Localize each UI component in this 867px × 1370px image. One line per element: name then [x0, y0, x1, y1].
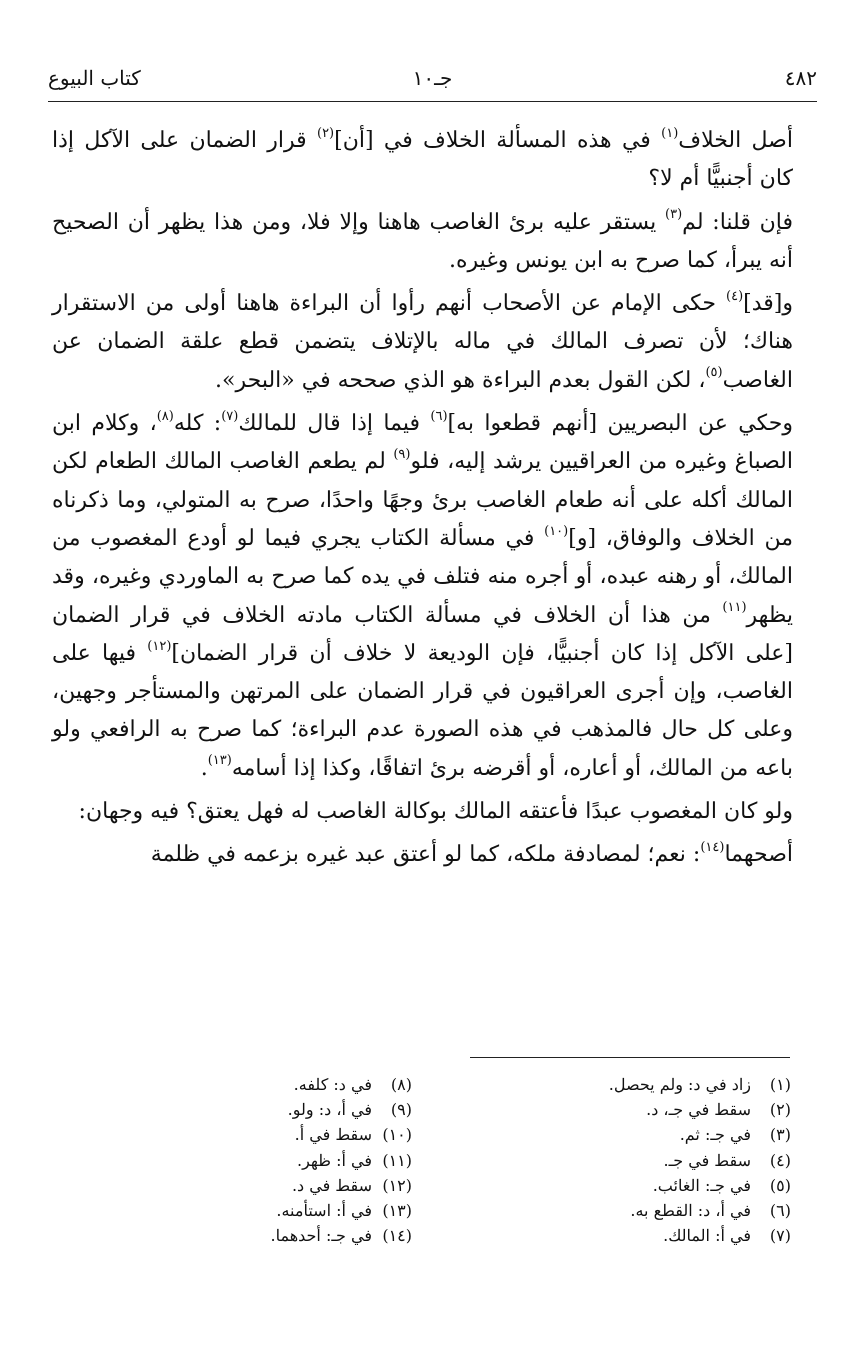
- running-header: [48, 62, 817, 96]
- footnote-marker: (١١): [722, 600, 747, 616]
- footnote: [152, 1097, 412, 1122]
- footnote-text: في جـ: ثم.: [679, 1125, 751, 1145]
- text-segment: أصل الخلاف: [678, 128, 793, 153]
- footnote: [491, 1122, 791, 1147]
- footnote-text: زاد في د: ولم يحصل.: [608, 1075, 751, 1094]
- footnote-number: (٥): [769, 1175, 791, 1195]
- footnote-marker: (١): [661, 125, 679, 141]
- footnote-number: (٩): [390, 1100, 412, 1120]
- text-segment: ولو كان المغصوب عبدًا فأعتقه المالك بوكالة الغاصب له فهل يعتق؟ فيه وجهان:: [78, 799, 793, 825]
- footnote-text: في أ: ظهر.: [296, 1150, 372, 1170]
- footnote-number: (١٤): [382, 1226, 412, 1246]
- page-number: ٤٨٢: [784, 66, 817, 90]
- paragraph: [52, 122, 793, 199]
- footnote-text: في أ، د: ولو.: [287, 1100, 372, 1120]
- footnote-number: (١): [769, 1075, 791, 1094]
- paragraph: [52, 204, 793, 281]
- footnote: [491, 1072, 791, 1097]
- footnote: [491, 1173, 791, 1198]
- footnote: [152, 1173, 412, 1198]
- footnote-marker: (١٠): [544, 523, 569, 539]
- text-segment: في مسألة الكتاب يجري فيما لو أودع المغصوب من المالك، أو رهنه عبده، أو أجره منه فتلف في يده كما صرح به الماوردي وغيره، وقد يظهر: [52, 525, 793, 628]
- text-segment: : كله: [173, 411, 222, 437]
- footnote: [152, 1198, 412, 1223]
- footnote-text: سقط في د.: [291, 1175, 372, 1195]
- footnote-number: (٦): [769, 1201, 791, 1221]
- footnote-marker: (٩): [393, 447, 411, 463]
- paragraph: [52, 405, 793, 788]
- footnote-number: (٢): [769, 1100, 791, 1120]
- footnote-text: في أ، د: القطع به.: [630, 1201, 751, 1221]
- footnote-marker: (٨): [156, 408, 174, 424]
- footnote: [491, 1198, 791, 1223]
- footnote-text: سقط في جـ، د.: [646, 1100, 751, 1120]
- footnote-rule: [470, 1057, 790, 1058]
- footnote-text: في د: كلفه.: [293, 1075, 372, 1094]
- text-segment: في هذه المسألة الخلاف في [أن]: [334, 128, 662, 153]
- text-segment: فإن قلنا: لم: [682, 209, 793, 235]
- footnote-text: سقط في جـ.: [663, 1150, 751, 1170]
- footnote-number: (١١): [382, 1150, 412, 1170]
- text-segment: ، لكن القول بعدم البراءة هو الذي صححه في «البحر».: [215, 367, 706, 393]
- paragraph: [52, 836, 793, 874]
- text-segment: يستقر عليه برئ الغاصب هاهنا وإلا فلا، ومن هذا يظهر أن الصحيح أنه يبرأ، كما صرح به ابن يونس وغيره.: [52, 209, 793, 273]
- text-segment: و[قد]: [743, 291, 793, 317]
- text-segment: فيما إذا قال للمالك: [238, 411, 431, 437]
- footnote: [152, 1072, 412, 1097]
- footnote-marker: (٣): [665, 207, 683, 223]
- footnote-number: (٨): [390, 1075, 412, 1094]
- text-segment: ، وكلام ابن الصباغ وغيره من العراقيين يرشد إليه، فلو: [52, 411, 793, 475]
- text-segment: لم يطعم الغاصب المالك الطعام لكن المالك أكله على أنه طعام الغاصب برئ وجهًا واحدًا، صرح به المتولي، وما ذكرناه من الخلاف والوفاق، [و]: [52, 449, 793, 551]
- paragraph: [52, 285, 793, 400]
- text-segment: وحكي عن البصريين [أنهم قطعوا به]: [447, 411, 793, 437]
- footnote-number: (١٣): [382, 1201, 412, 1221]
- footnote-text: في أ: المالك.: [663, 1226, 751, 1246]
- footnote: [152, 1122, 412, 1147]
- footnote: [491, 1097, 791, 1122]
- volume-label: جـ١٠: [412, 66, 453, 90]
- footnote-marker: (٧): [221, 408, 239, 424]
- text-segment: حكى الإمام عن الأصحاب أنهم رأوا أن البراءة هاهنا أولى من الاستقرار هناك؛ لأن تصرف المالك في ماله بالإتلاف يتضمن قطع علقة الضمان عن الغاصب: [52, 291, 793, 393]
- footnote: [152, 1223, 412, 1248]
- footnote-text: سقط في أ.: [294, 1125, 372, 1145]
- footnote-marker: (٦): [430, 408, 448, 424]
- header-rule: [48, 101, 817, 102]
- text-segment: .: [200, 755, 208, 781]
- footnote-marker: (٤): [726, 288, 744, 304]
- text-segment: من هذا أن الخلاف في مسألة الكتاب مادته الخلاف في قرار الضمان [على الآكل إذا كان أجنبيًّا، فإن الوديعة لا خلاف أن قرار الضمان]: [52, 602, 794, 666]
- book-title: كتاب البيوع: [48, 66, 141, 90]
- footnote-marker: (١٣): [207, 753, 232, 769]
- footnotes-left-column: [152, 1072, 412, 1248]
- text-segment: : نعم؛ لمصادفة ملكه، كما لو أعتق عبد غيره بزعمه في ظلمة: [150, 842, 701, 868]
- text-segment: فيها على الغاصب، وإن أجرى العراقيون في قرار الضمان على المرتهن والمستأجر وجهين، وعلى كل حال فالمذهب في هذه الصورة عدم البراءة؛ كما صرح به الرافعي ولو باعه من المالك، أو أعاره، أو أقرضه برئ اتفاقًا، وكذا إذا أسامه: [52, 640, 793, 781]
- footnote-marker: (٥): [705, 365, 723, 381]
- footnote-text: في أ: استأمنه.: [276, 1201, 372, 1221]
- footnote-text: في جـ: الغائب.: [652, 1175, 751, 1195]
- main-text: [52, 122, 793, 880]
- footnote-marker: (١٤): [700, 840, 725, 856]
- footnote: [152, 1148, 412, 1173]
- paragraph: [52, 793, 793, 831]
- footnote-number: (٤): [769, 1150, 791, 1170]
- footnote-marker: (٢): [316, 125, 335, 141]
- text-segment: أصحهما: [724, 842, 793, 868]
- footnote-number: (٧): [769, 1226, 791, 1246]
- footnote: [491, 1223, 791, 1248]
- footnote-number: (١٠): [382, 1125, 412, 1145]
- footnote-text: في جـ: أحدهما.: [270, 1226, 372, 1246]
- text-segment: قرار الضمان على الآكل إذا كان أجنبيًّا أم لا؟: [52, 128, 793, 192]
- footnote-number: (١٢): [382, 1175, 412, 1195]
- footnote-number: (٣): [769, 1125, 791, 1145]
- footnotes-right-column: [491, 1072, 791, 1248]
- footnote: [491, 1148, 791, 1173]
- footnote-marker: (١٢): [147, 638, 172, 654]
